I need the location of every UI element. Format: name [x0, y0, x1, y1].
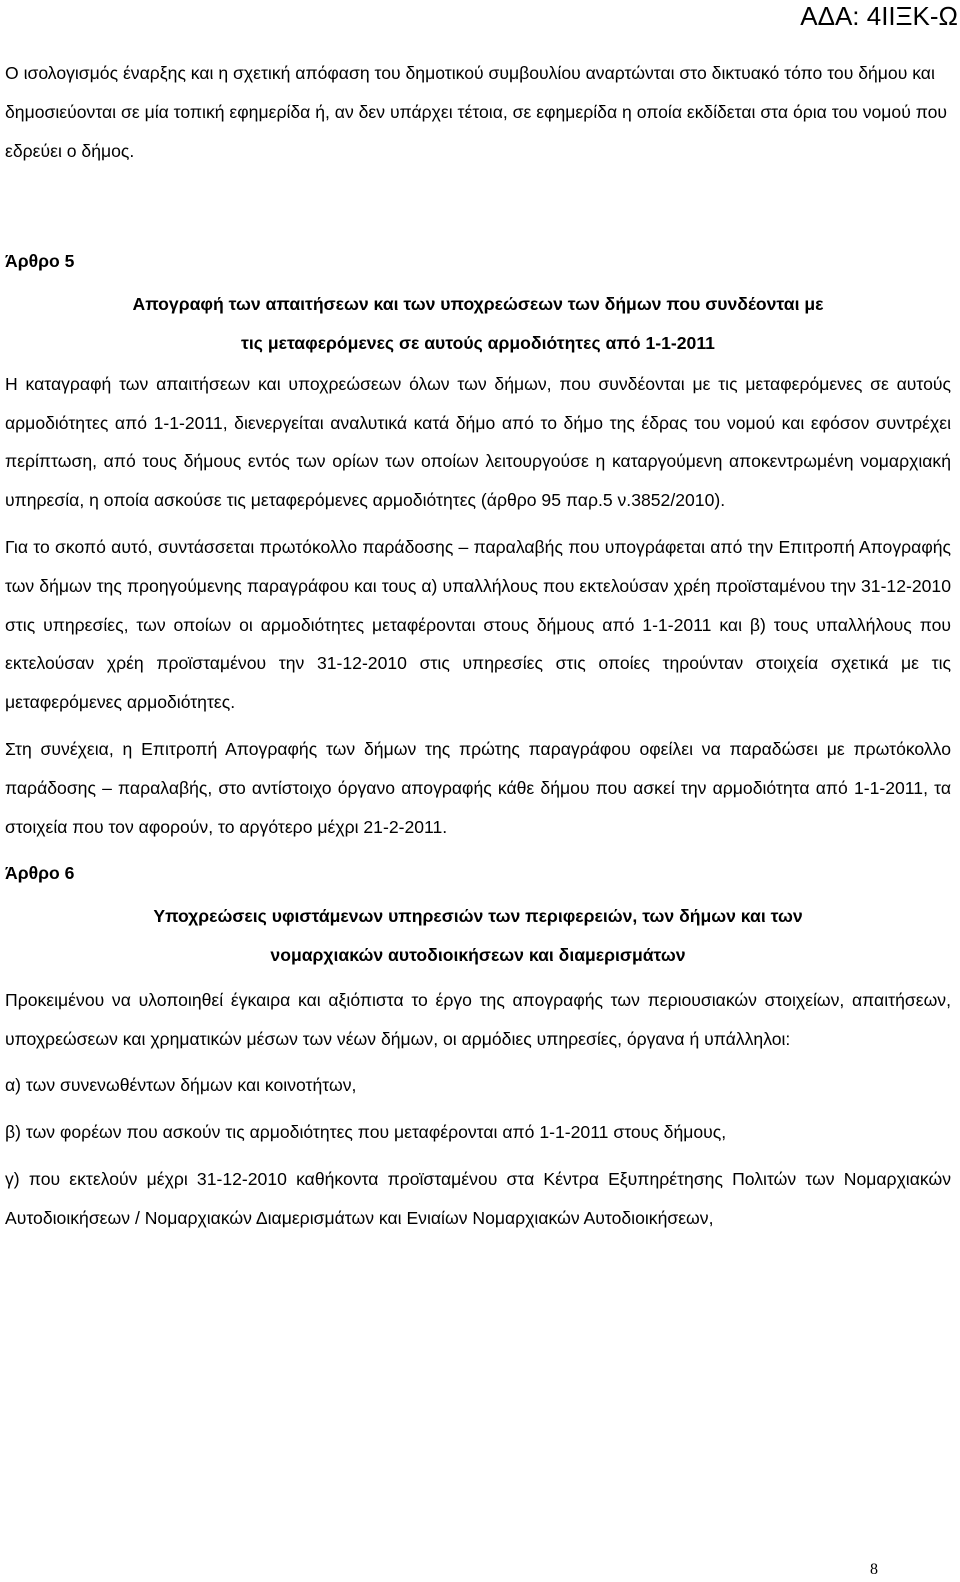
article-5-heading: Άρθρο 5 — [5, 251, 75, 272]
article-5-title-line-1: Απογραφή των απαιτήσεων και των υποχρεώσεων των δήμων που συνδέονται με — [132, 294, 824, 315]
article-6-item-c: γ) που εκτελούν μέχρι 31-12-2010 καθήκοντα προϊσταμένου στα Κέντρα Εξυπηρέτησης Πολιτών των Νομαρχιακών Αυτοδιοικήσεων / Νομαρχιακών Διαμερισμάτων και Ενιαίων Νομαρχιακών Αυτοδιοικήσεων, — [5, 1168, 951, 1228]
article-5-paragraph-2: Για το σκοπό αυτό, συντάσσεται πρωτόκολλο παράδοσης – παραλαβής που υπογράφεται από την Επιτροπή Απογραφής των δήμων της προηγούμενης παραγράφου και τους α) υπαλλήλους που εκτελούσαν χρέη προϊσταμένου την 31-12-2010 στις υπηρεσίες, των οποίων οι αρμοδιότητες μεταφέρονται στους δήμους από 1-1-2011 και β) τους υπαλλήλους που εκτελούσαν χρέη προϊσταμένου την 31-12-2010 στις υπηρεσίες στις οποίες τηρούνταν στοιχεία σχετικά με τις μεταφερόμενες αρμοδιότητες. — [5, 536, 951, 713]
article-6-intro: Προκειμένου να υλοποιηθεί έγκαιρα και αξιόπιστα το έργο της απογραφής των περιουσιακών στοιχείων, απαιτήσεων, υποχρεώσεων και χρηματικών μέσων των νέων δήμων, οι αρμόδιες υπηρεσίες, όργανα ή υπάλληλοι: — [5, 989, 951, 1049]
ada-code: ΑΔΑ: 4ΙΙΞΚ-Ω — [800, 1, 958, 31]
article-6-title-line-2: νομαρχιακών αυτοδιοικήσεων και διαμερισμάτων — [270, 944, 686, 965]
article-5-title-line-2: τις μεταφερόμενες σε αυτούς αρμοδιότητες από 1-1-2011 — [241, 332, 715, 353]
article-6-item-b: β) των φορέων που ασκούν τις αρμοδιότητες που μεταφέρονται από 1-1-2011 στους δήμους, — [5, 1122, 727, 1143]
intro-paragraph: Ο ισολογισμός έναρξης και η σχετική απόφαση του δημοτικού συμβουλίου αναρτώνται στο δικτυακό τόπο του δήμου και δημοσιεύονται σε μία τοπική εφημερίδα ή, αν δεν υπάρχει τέτοια, σε εφημερίδα η οποία εκδίδεται στα όρια του νομού που εδρεύει ο δήμος. — [5, 63, 948, 161]
article-5-paragraph-3: Στη συνέχεια, η Επιτροπή Απογραφής των δήμων της πρώτης παραγράφου οφείλει να παραδώσει με πρωτόκολλο παράδοσης – παραλαβής, στο αντίστοιχο όργανο απογραφής κάθε δήμου που ασκεί την αρμοδιότητα από 1-1-2011, τα στοιχεία που τον αφορούν, το αργότερο μέχρι 21-2-2011. — [5, 738, 951, 837]
article-6-item-a: α) των συνενωθέντων δήμων και κοινοτήτων, — [5, 1075, 357, 1096]
article-6-title — [5, 897, 951, 975]
article-5-title — [5, 285, 951, 363]
article-6-title-line-1: Υποχρεώσεις υφιστάμενων υπηρεσιών των περιφερειών, των δήμων και των — [153, 906, 803, 927]
page-number: 8 — [870, 1561, 878, 1578]
article-5-paragraph-1: Η καταγραφή των απαιτήσεων και υποχρεώσεων όλων των δήμων, που συνδέονται με τις μεταφερόμενες σε αυτούς αρμοδιότητες από 1-1-2011, διενεργείται αναλυτικά κατά δήμο από το δήμο της έδρας του νομού και εφόσον συντρέχει περίπτωση, από τους δήμους εντός των ορίων των οποίων λειτουργούσε η καταργούμενη αποκεντρωμένη νομαρχιακή υπηρεσία, η οποία ασκούσε τις μεταφερόμενες αρμοδιότητες (άρθρο 95 παρ.5 ν.3852/2010). — [5, 373, 951, 511]
document-body — [5, 54, 951, 1238]
article-6-heading: Άρθρο 6 — [5, 863, 75, 884]
